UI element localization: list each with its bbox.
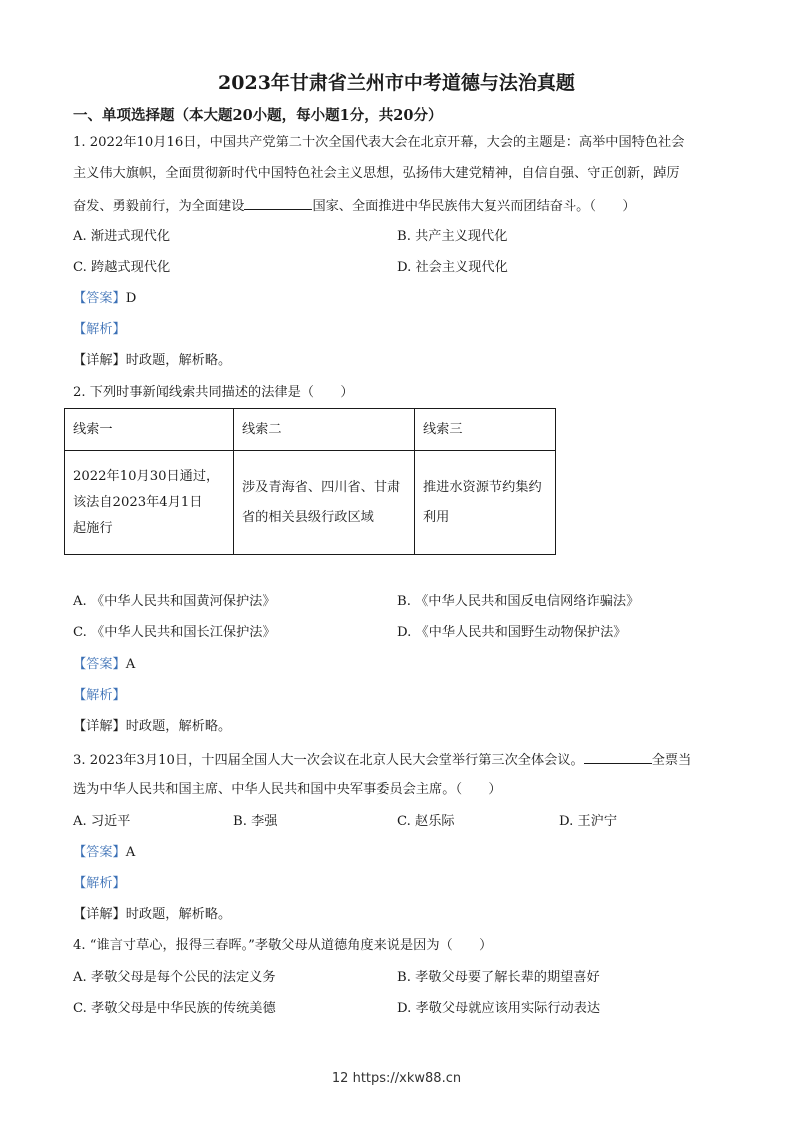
q4-option-a: A. 孝敬父母是每个公民的法定义务: [73, 970, 276, 985]
q2-answer: [73, 655, 135, 675]
q2-detail-label: 【详解】: [73, 719, 126, 734]
page-title: 2023年甘肃省兰州市中考道德与法治真题: [218, 72, 575, 94]
clue-header-3: 线索三: [415, 409, 556, 451]
q3-answer-blank: [584, 749, 652, 764]
q3-answer-label: 【答案】: [73, 845, 126, 860]
clue-cell-1-line-3: 起施行: [73, 520, 113, 536]
q3-stem-line-1-end: 全票当: [651, 753, 692, 768]
q2-answer-label: 【答案】: [73, 657, 126, 672]
clue-table-row: [65, 451, 556, 555]
q2-option-d: D. 《中华人民共和国野生动物保护法》: [397, 625, 627, 640]
q1-answer: [73, 289, 136, 309]
q1-answer-value: D: [125, 291, 137, 306]
clue-cell-2: [234, 451, 415, 555]
page-footer: 12 https://xkw88.cn: [331, 1071, 462, 1086]
q1-detail: [73, 351, 231, 371]
q1-option-d: D. 社会主义现代化: [397, 260, 508, 275]
q3-stem-line-1-start: 3. 2023年3月10日，十四届全国人大一次会议在北京人民大会堂举行第三次全体会议。: [73, 753, 584, 768]
clue-table: [64, 408, 556, 555]
q3-answer-value: A: [125, 845, 136, 860]
clue-cell-2-line-2: 省的相关县级行政区域: [242, 509, 374, 525]
q4-option-d: D. 孝敬父母就应该用实际行动表达: [397, 1001, 601, 1016]
q2-option-c: C. 《中华人民共和国长江保护法》: [73, 625, 276, 640]
q3-detail: [73, 905, 231, 925]
q1-answer-blank: [244, 195, 312, 210]
clue-table-header-row: [65, 409, 556, 451]
q2-analysis-label: 【解析】: [73, 688, 126, 703]
q1-stem-line-1: 1. 2022年10月16日，中国共产党第二十次全国代表大会在北京开幕，大会的主题是：高举中国特色社会: [73, 135, 685, 150]
q3-detail-label: 【详解】: [73, 907, 126, 922]
q3-option-d: D. 王沪宁: [559, 814, 618, 829]
q1-analysis-label: 【解析】: [73, 322, 126, 337]
q3-analysis-label: 【解析】: [73, 876, 126, 891]
clue-cell-3-line-1: 推进水资源节约集约: [423, 479, 542, 495]
q1-detail-text: 时政题，解析略。: [125, 353, 232, 368]
q2-option-b: B. 《中华人民共和国反电信网络诈骗法》: [397, 594, 640, 609]
q3-stem-line-2: 选为中华人民共和国主席、中华人民共和国中央军事委员会主席。（ ）: [73, 782, 502, 797]
q3-option-a: A. 习近平: [73, 814, 131, 829]
q3-option-c: C. 赵乐际: [397, 814, 455, 829]
q4-stem: 4. “谁言寸草心，报得三春晖。”孝敬父母从道德角度来说是因为（ ）: [73, 938, 493, 953]
q4-option-c: C. 孝敬父母是中华民族的传统美德: [73, 1001, 276, 1016]
q1-option-c: C. 跨越式现代化: [73, 260, 171, 275]
q2-answer-value: A: [125, 657, 136, 672]
q4-option-b: B. 孝敬父母要了解长辈的期望喜好: [397, 970, 600, 985]
q2-option-a: A. 《中华人民共和国黄河保护法》: [73, 594, 276, 609]
q1-answer-label: 【答案】: [73, 291, 126, 306]
clue-cell-1-line-2: 该法自2023年4月1日: [73, 494, 203, 510]
clue-cell-2-line-1: 涉及青海省、四川省、甘肃: [242, 479, 401, 495]
clue-header-2: 线索二: [234, 409, 415, 451]
clue-cell-3: [415, 451, 556, 555]
q1-stem-line-3: [73, 195, 636, 217]
q1-stem-line-3-start: 奋发、勇毅前行，为全面建设: [73, 199, 245, 214]
q1-detail-label: 【详解】: [73, 353, 126, 368]
clue-cell-1: [65, 451, 234, 555]
q1-option-a: A. 渐进式现代化: [73, 229, 171, 244]
q3-option-b: B. 李强: [233, 814, 278, 829]
clue-cell-3-line-2: 利用: [423, 509, 450, 525]
q1-stem-line-2: 主义伟大旗帜，全面贯彻新时代中国特色社会主义思想，弘扬伟大建党精神，自信自强、守正创新，踔厉: [73, 166, 680, 181]
q1-option-b: B. 共产主义现代化: [397, 229, 508, 244]
q2-detail-text: 时政题，解析略。: [125, 719, 232, 734]
q3-detail-text: 时政题，解析略。: [125, 907, 232, 922]
clue-header-1: 线索一: [65, 409, 234, 451]
clue-cell-1-line-1: 2022年10月30日通过，: [73, 468, 220, 484]
q1-stem-line-3-end: 国家、全面推进中华民族伟大复兴而团结奋斗。（ ）: [312, 199, 636, 214]
q2-stem: 2. 下列时事新闻线索共同描述的法律是（ ）: [73, 385, 354, 400]
q3-stem-line-1: [73, 749, 691, 771]
q2-detail: [73, 717, 231, 737]
section-heading: 一、单项选择题（本大题20小题，每小题1分，共20分）: [73, 107, 443, 124]
q3-answer: [73, 843, 135, 863]
